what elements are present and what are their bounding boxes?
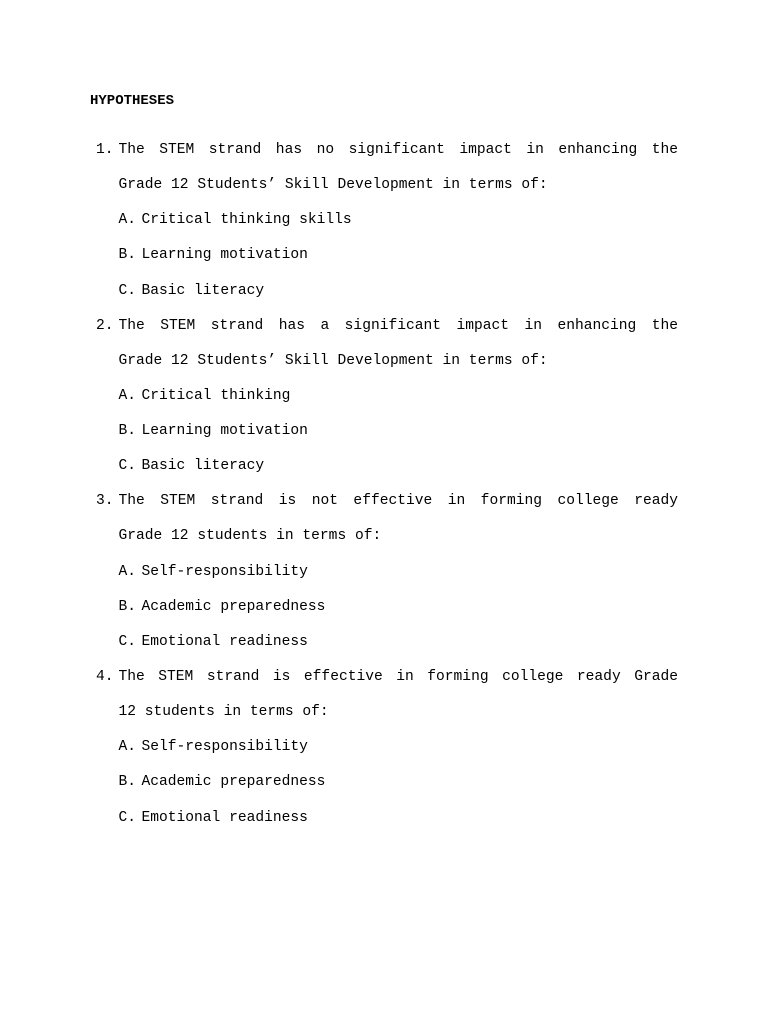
- hypothesis-statement-line-2: Grade 12 students in terms of:: [118, 528, 382, 544]
- option-text: Academic preparedness: [141, 774, 326, 790]
- option-text: Self-responsibility: [141, 739, 308, 755]
- option-letter: A.: [118, 212, 137, 228]
- hypothesis-statement-line-2: Grade 12 Students’ Skill Development in terms of:: [118, 353, 548, 369]
- option-letter: C.: [118, 810, 137, 826]
- option-text: Self-responsibility: [141, 564, 308, 580]
- option-text: Learning motivation: [141, 423, 308, 439]
- option-item: [119, 457, 265, 475]
- option-text: Basic literacy: [141, 458, 265, 474]
- option-letter: A.: [118, 564, 137, 580]
- option-item: [119, 809, 308, 827]
- option-item: [119, 422, 308, 440]
- hypothesis-statement-line-2: 12 students in terms of:: [118, 704, 329, 720]
- option-item: [119, 211, 352, 229]
- option-item: [119, 738, 308, 756]
- section-heading: HYPOTHESES: [90, 93, 175, 109]
- hypothesis-number: 3.: [96, 493, 114, 509]
- option-text: Basic literacy: [141, 283, 265, 299]
- option-letter: C.: [118, 283, 137, 299]
- option-letter: A.: [118, 388, 137, 404]
- hypothesis-statement-line-1: The STEM strand has a significant impact in enhancing the: [118, 318, 678, 334]
- option-letter: A.: [118, 739, 137, 755]
- hypothesis-statement-line-1: The STEM strand is effective in forming college ready Grade: [118, 669, 678, 685]
- hypothesis-number: 1.: [96, 142, 114, 158]
- option-letter: C.: [118, 634, 137, 650]
- option-text: Critical thinking: [141, 388, 291, 404]
- option-text: Emotional readiness: [141, 634, 308, 650]
- option-item: [119, 387, 291, 405]
- option-text: Emotional readiness: [141, 810, 308, 826]
- hypothesis-statement-line-2: Grade 12 Students’ Skill Development in terms of:: [118, 177, 548, 193]
- option-item: [119, 246, 308, 264]
- option-letter: C.: [118, 458, 137, 474]
- option-text: Critical thinking skills: [141, 212, 352, 228]
- hypothesis-number: 4.: [96, 669, 114, 685]
- option-item: [119, 282, 265, 300]
- hypothesis-statement-line-1: The STEM strand is not effective in forming college ready: [118, 493, 678, 509]
- option-item: [119, 633, 308, 651]
- hypothesis-statement-line-1: The STEM strand has no significant impact in enhancing the: [118, 142, 678, 158]
- option-letter: B.: [118, 774, 137, 790]
- option-letter: B.: [118, 599, 137, 615]
- option-text: Learning motivation: [141, 247, 308, 263]
- option-item: [119, 563, 308, 581]
- option-letter: B.: [118, 247, 137, 263]
- option-text: Academic preparedness: [141, 599, 326, 615]
- option-letter: B.: [118, 423, 137, 439]
- hypothesis-number: 2.: [96, 318, 114, 334]
- option-item: [119, 598, 326, 616]
- option-item: [119, 773, 326, 791]
